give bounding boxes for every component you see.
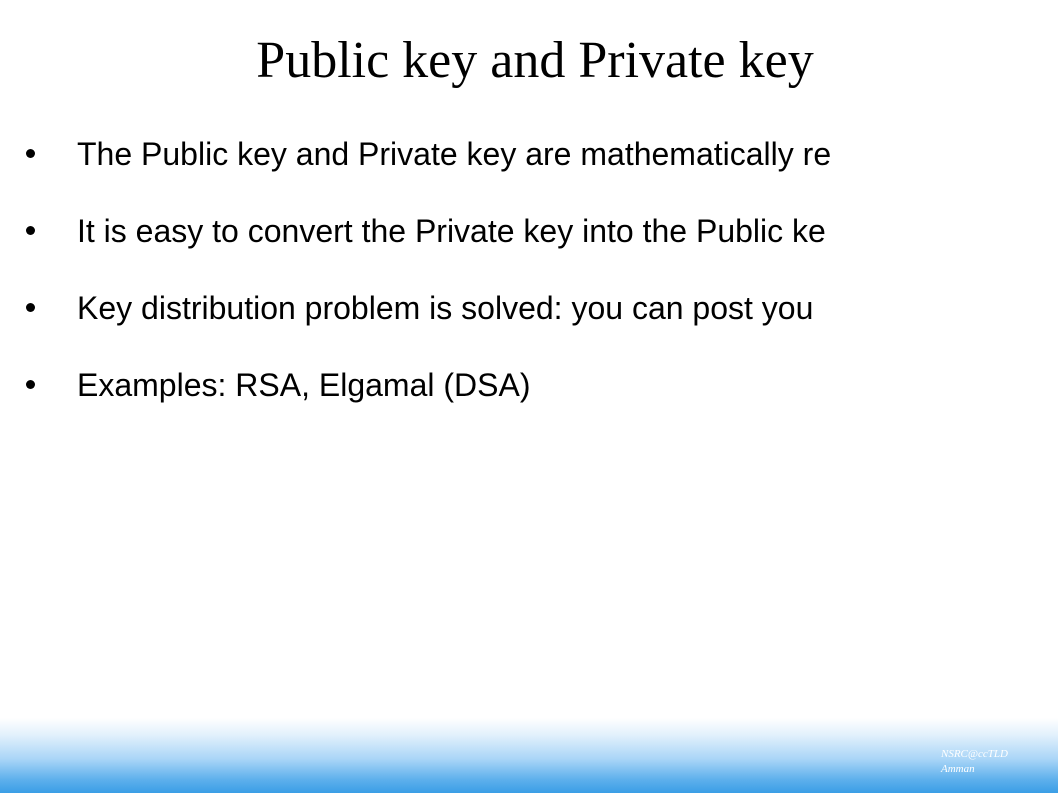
footer-note bbox=[941, 747, 1051, 777]
bullet-item bbox=[0, 362, 1058, 408]
bullet-item bbox=[0, 285, 1058, 331]
bullet-text: It is easy to convert the Private key into the Public ke bbox=[77, 213, 826, 249]
footer-org-label: NSRC@ccTLD bbox=[941, 748, 1008, 760]
bullet-text: Key distribution problem is solved: you can post you bbox=[77, 290, 814, 326]
footer-location-label: Amman bbox=[941, 763, 975, 775]
bullet-item bbox=[0, 208, 1058, 254]
bullet-text: The Public key and Private key are mathematically re bbox=[77, 136, 832, 172]
footer-gradient-band bbox=[0, 718, 1058, 793]
bullet-item bbox=[0, 131, 1058, 177]
bullet-dot-icon bbox=[26, 226, 35, 235]
bullet-text: Examples: RSA, Elgamal (DSA) bbox=[77, 367, 531, 403]
bullet-dot-icon bbox=[26, 149, 35, 158]
slide-title: Public key and Private key bbox=[256, 32, 814, 89]
bullet-dot-icon bbox=[26, 303, 35, 312]
bullet-dot-icon bbox=[26, 380, 35, 389]
